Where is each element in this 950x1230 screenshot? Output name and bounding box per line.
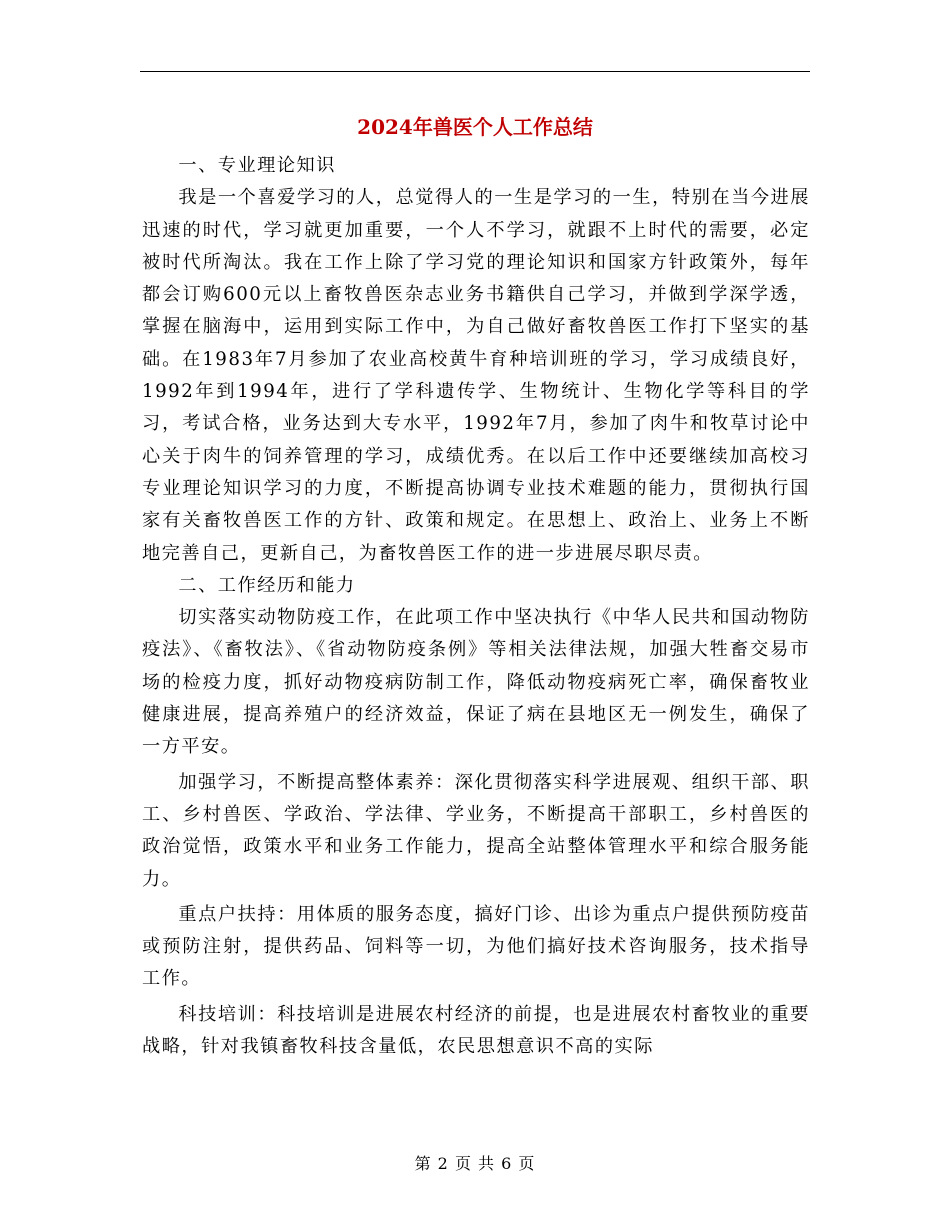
section-heading-1: 一、专业理论知识 bbox=[178, 155, 336, 176]
paragraph-strengthen-learning: 加强学习，不断提高整体素养：深化贯彻落实科学进展观、组织干部、职工、乡村兽医、学政治、学法律、学业务，不断提高干部职工，乡村兽医的政治觉悟，政策水平和业务工作能力，提高全站整体管理水平和综合服务能力。 bbox=[142, 771, 810, 890]
page-footer: 第 2 页 共 6 页 bbox=[414, 1154, 536, 1173]
paragraph-epidemic-prevention: 切实落实动物防疫工作，在此项工作中坚决执行《中华人民共和国动物防疫法》、《畜牧法》、《省动物防疫条例》等相关法律法规，加强大牲畜交易市场的检疫力度，抓好动物疫病防制工作，降低动物疫病死亡率，确保畜牧业健康进展，提高养殖户的经济效益，保证了病在县地区无一例发生，确保了一方平安。 bbox=[142, 607, 810, 758]
document-body bbox=[142, 150, 810, 1063]
document-title: 2024年兽医个人工作总结 bbox=[357, 115, 593, 139]
paragraph-tech-training: 科技培训：科技培训是进展农村经济的前提，也是进展农村畜牧业的重要战略，针对我镇畜牧科技含量低，农民思想意识不高的实际 bbox=[142, 1003, 810, 1058]
section-heading-2: 二、工作经历和能力 bbox=[178, 574, 356, 596]
paragraph-professional-theory: 我是一个喜爱学习的人，总觉得人的一生是学习的一生，特别在当今进展迅速的时代，学习就更加重要，一个人不学习，就跟不上时代的需要，必定被时代所淘汰。我在工作上除了学习党的理论知识和国家方针政策外，每年都会订购600元以上畜牧兽医杂志业务书籍供自己学习，并做到学深学透，掌握在脑海中，运用到实际工作中，为自己做好畜牧兽医工作打下坚实的基础。在1983年7月参加了农业高校黄牛育种培训班的学习，学习成绩良好，1992年到1994年，进行了学科遗传学、生物统计、生物化学等科目的学习，考试合格，业务达到大专水平，1992年7月，参加了肉牛和牧草讨论中心关于肉牛的饲养管理的学习，成绩优秀。在以后工作中还要继续加高校习专业理论知识学习的力度，不断提高协调专业技术难题的能力，贯彻执行国家有关畜牧兽医工作的方针、政策和规定。在思想上、政治上、业务上不断地完善自己，更新自己，为畜牧兽医工作的进一步进展尽职尽责。 bbox=[142, 187, 810, 564]
header-rule bbox=[140, 71, 810, 72]
paragraph-key-household-support: 重点户扶持：用体质的服务态度，搞好门诊、出诊为重点户提供预防疫苗或预防注射，提供药品、饲料等一切，为他们搞好技术咨询服务，技术指导工作。 bbox=[142, 903, 810, 990]
